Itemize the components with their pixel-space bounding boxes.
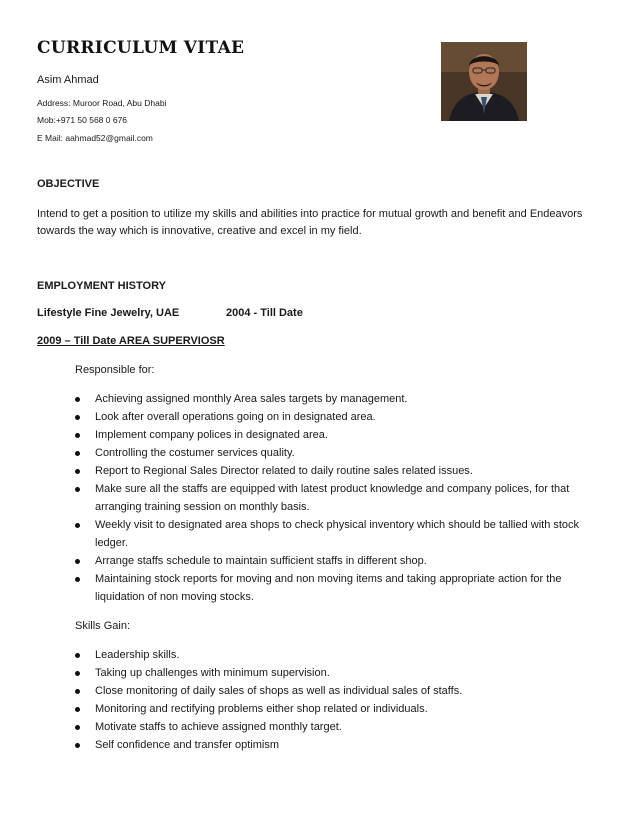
- cv-title: CURRICULUM VITAE: [37, 38, 245, 58]
- list-item-text: Close monitoring of daily sales of shops as well as individual sales of staffs.: [95, 685, 463, 697]
- list-item: [75, 426, 603, 444]
- list-item: [75, 390, 603, 408]
- skills-label: Skills Gain:: [75, 620, 131, 632]
- email-line: E Mail: aahmad52@gmail.com: [37, 133, 153, 143]
- list-item: [75, 570, 603, 606]
- list-item: [75, 664, 603, 682]
- bullet-icon: [75, 725, 80, 730]
- list-item-text: Taking up challenges with minimum supervision.: [95, 667, 330, 679]
- bullet-icon: [75, 653, 80, 658]
- list-item: [75, 682, 603, 700]
- list-item-text: Achieving assigned monthly Area sales targets by management.: [95, 393, 408, 405]
- list-item: [75, 736, 603, 754]
- bullet-icon: [75, 433, 80, 438]
- list-item-text: Make sure all the staffs are equipped with latest product knowledge and company polices, for that arranging training session on monthly basis.: [95, 483, 570, 513]
- list-item-text: Motivate staffs to achieve assigned monthly target.: [95, 721, 342, 733]
- list-item-text: Self confidence and transfer optimism: [95, 739, 280, 751]
- list-item: [75, 408, 603, 426]
- list-item-text: Monitoring and rectifying problems either shop related or individuals.: [95, 703, 428, 715]
- company-dates: 2004 - Till Date: [226, 307, 303, 319]
- bullet-icon: [75, 469, 80, 474]
- list-item: [75, 444, 603, 462]
- bullet-icon: [75, 689, 80, 694]
- mobile-line: Mob:+971 50 568 0 676: [37, 115, 128, 125]
- list-item: [75, 718, 603, 736]
- bullet-icon: [75, 523, 80, 528]
- portrait-illustration: [441, 42, 527, 121]
- bullet-icon: [75, 397, 80, 402]
- bullet-icon: [75, 743, 80, 748]
- list-item: [75, 516, 603, 552]
- bullet-icon: [75, 671, 80, 676]
- list-item-text: Maintaining stock reports for moving and non moving items and taking appropriate action for the liquidation of non moving stocks.: [95, 573, 562, 603]
- profile-photo: [441, 42, 527, 121]
- bullet-icon: [75, 559, 80, 564]
- list-item: [75, 480, 603, 516]
- list-item: [75, 462, 603, 480]
- list-item: [75, 552, 603, 570]
- bullet-icon: [75, 415, 80, 420]
- list-item-text: Arrange staffs schedule to maintain sufficient staffs in different shop.: [95, 555, 427, 567]
- bullet-icon: [75, 451, 80, 456]
- skills-list: [75, 646, 603, 754]
- objective-text: Intend to get a position to utilize my skills and abilities into practice for mutual growth and benefit and Endeavors towards the way which is innovative, creative and excel in my field.: [37, 208, 583, 237]
- list-item-text: Report to Regional Sales Director related to daily routine sales related issues.: [95, 465, 473, 477]
- responsible-label: Responsible for:: [75, 364, 155, 376]
- list-item-text: Leadership skills.: [95, 649, 180, 661]
- bullet-icon: [75, 577, 80, 582]
- list-item: [75, 700, 603, 718]
- list-item: [75, 646, 603, 664]
- objective-heading: OBJECTIVE: [37, 178, 100, 190]
- list-item-text: Implement company polices in designated area.: [95, 429, 328, 441]
- list-item-text: Controlling the costumer services quality.: [95, 447, 295, 459]
- bullet-icon: [75, 707, 80, 712]
- employment-heading: EMPLOYMENT HISTORY: [37, 280, 166, 292]
- address-line: Address: Muroor Road, Abu Dhabi: [37, 98, 167, 108]
- role-title: 2009 – Till Date AREA SUPERVIOSR: [37, 335, 225, 347]
- list-item-text: Weekly visit to designated area shops to check physical inventory which should be tallied with stock ledger.: [95, 519, 580, 549]
- list-item-text: Look after overall operations going on in designated area.: [95, 411, 376, 423]
- company-name: Lifestyle Fine Jewelry, UAE: [37, 307, 180, 319]
- candidate-name: Asim Ahmad: [37, 74, 99, 86]
- bullet-icon: [75, 487, 80, 492]
- responsibilities-list: [75, 390, 603, 606]
